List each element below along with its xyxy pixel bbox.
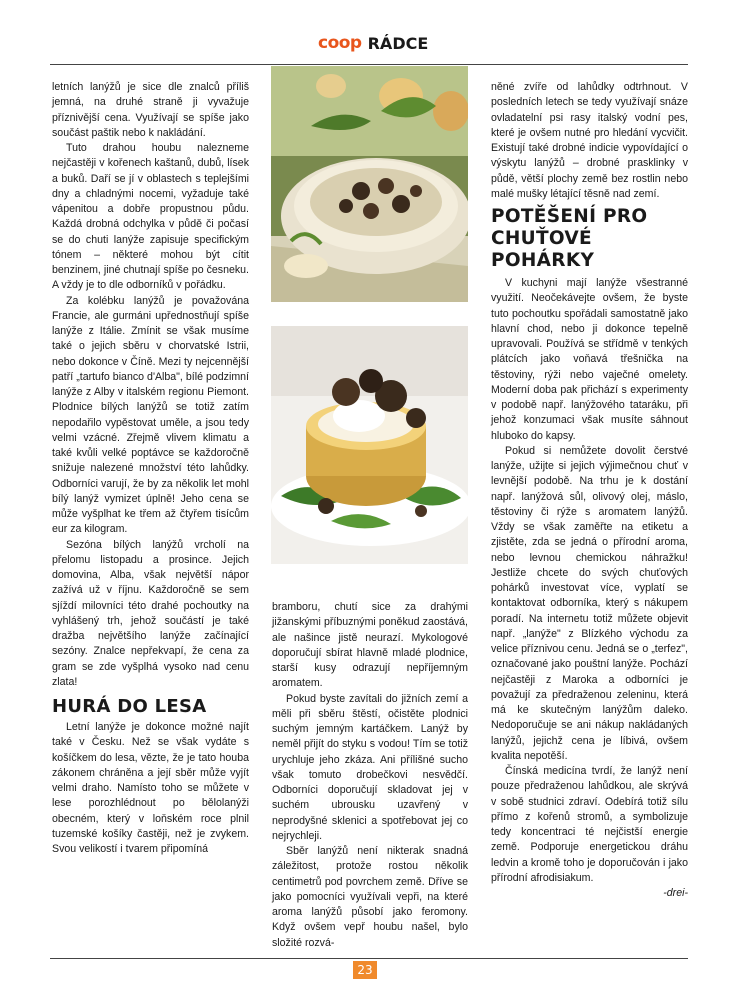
paragraph: bramboru, chutí sice za drahými jižanskými příbuznými poněkud zaostává, ale našince jistě neurazí. Mykologové doporučují sbírat hlavně mladé plodnice, starší kusy odrazují nepříjemným aromatem. xyxy=(272,601,468,690)
section-heading: POTĚŠENÍ PRO CHUŤOVÉ POHÁRKY xyxy=(491,206,648,271)
section-title: RÁDCE xyxy=(367,34,429,53)
paragraph: Pokud byste zavítali do jižních zemí a měli při sběru štěstí, očistěte plodnici suchým jemným kartáčkem. Lanýž by neměl přijít do styku s vodou! Tím se totiž urychluje jeho zkáza. Ani přílišné sucho však tomuto drobečkovi nesvědčí. Odborníci doporučují skladovat jej v suchém ubrousku uzavřený v neprodyšné sklenici a spotřebovat jej co nejrychleji. xyxy=(272,692,468,842)
coop-logo: coop xyxy=(318,33,362,53)
paragraph: Sběr lanýžů není nikterak snadná záležitost, protože rostou několik centimetrů pod povrchem země. Dříve se jako pomocníci využívali vepři, na které aroma lanýžů působí jako feromony. Když ovšem vepř houbu našel, bylo složité rozvá- xyxy=(272,845,468,949)
column-3 xyxy=(491,80,688,901)
column-2 xyxy=(272,600,468,951)
paragraph: letních lanýžů je sice dle znalců příliš jemná, na druhé straně ji vyvažuje příznivější cena. Využívají se spíše jako součást paštik nebo k nakládání. xyxy=(52,81,249,139)
paragraph: Tuto drahou houbu nalezneme nejčastěji v kořenech kaštanů, dubů, lísek a buků. Daří se jí v oblastech s teplejšími dny a chladnými nocemi, vyžaduje také vápenitou a dobře propustnou půdu. Každá drobná odchylka v půdě či počasí se do chuti lanýže zapisuje specifickým tónem – některé mohou být cítit benzinem, jiné chutnají spíše po česneku. A vždy je to dle odborníků v pořádku. xyxy=(52,142,249,292)
page-number: 23 xyxy=(353,961,377,979)
paragraph: Sezóna bílých lanýžů vrcholí na přelomu listopadu a prosince. Jejich domovina, Alba, však největší nápor zažívá už v říjnu. Každoročně se sem sjíždí milovníci této drahé pochoutky na vyhlášený trh, jehož součástí je také dražba největšího lanýže začínající sezóny. Znalce nepřekvapí, že cena za gram se zde vyšplhá vysoko nad cenu zlata! xyxy=(52,538,249,688)
section-heading: HURÁ DO LESA xyxy=(52,696,207,717)
bottom-divider xyxy=(50,958,688,959)
column-1 xyxy=(52,80,249,857)
top-divider xyxy=(50,64,688,65)
truffle-soup-photo xyxy=(271,66,468,302)
page-header xyxy=(318,34,428,53)
paragraph: Za kolébku lanýžů je považována Francie, ale gurmáni upřednostňují spíše lanýže z Itálie. Zmínit se však musíme také o jejich sběru v chorvatské Istrii, nebo dokonce v Číně. Mezi ty nejcennější patří „tartufo bianco d'Alba", bílé podzimní lanýže z Alby v italském regionu Piemont. Plodnice bílých lanýžů se totiž zatím nepodařilo vypěstovat uměle, a jsou tedy velmi vzácné. Zřejmě vlivem klimatu a také kvůli velké poptávce se každoročně snižuje nalezené množství této lahůdky. Odborníci varují, že by za několik let mohl bílý lanýž vymizet úplně! Jeho cena se může vyšplhat ke třem až čtyřem tisícům eur za kilogram. xyxy=(52,294,249,536)
paragraph: Pokud si nemůžete dovolit čerstvé lanýže, užijte si jejich výjimečnou chuť v levnější podobě. Na trhu je k dostání např. lanýžová sůl, olivový olej, máslo, těstoviny či rýže s aromatem lanýžů. Vždy se však zaměřte na etiketu a zjistěte, zda se jedná o přírodní aroma, nebo levnou chemickou náhražku! Jestliže chcete do svých chuťových pohárků investovat více, vyplatí se kontaktovat odborníka, který s nákupem poradí. Na internetu totiž můžete objevit např. „lanýže" z Blízkého východu za velice příznivou cenu. Jedná se o „terfez", označované jako pouštní lanýže. Pochází nejčastěji z Maroka a odborníci je považují za předraženou zeleninu, která má ke skutečným lanýžům daleko. Nedoporučuje se ani nákup nakládaných lanýžů, jejichž cena je líbivá, ovšem kvalita nepotěší. xyxy=(491,444,688,762)
paragraph: Čínská medicína tvrdí, že lanýž není pouze předraženou lahůdkou, ale skrývá v sobě studnici zdraví. Odebírá totiž sílu přímo z kořenů stromů, a symbolizuje tedy koncentraci té nejčistší energie země. Podporuje energetickou dráhu ledvin a kromě toho je doporučován i jako přírodní afrodisiakum. xyxy=(491,765,688,884)
paragraph: Letní lanýže je dokonce možné najít také v Česku. Než se však vydáte s košíčkem do lesa, vězte, že je tato houba zákonem chráněna a její sběr může vyjít velmi draho. Namísto toho se můžete v lese porozhlédnout po bělolanýži obecném, který v loňském roce plnil tuzemské košíky častěji, než je zvykem. Svou velikostí i tvarem připomíná xyxy=(52,721,249,855)
paragraph: V kuchyni mají lanýže všestranné využití. Neočekávejte ovšem, že byste tuto pochoutku spořádali samostatně jako hlavní chod, nebo ji dokonce tepelně upravovali. Používá se střídmě v tenkých plátcích jako voňavá třešnička na těstoviny, rýži nebo vaječné omelety. Moderní doba pak přichází s experimenty v podobě např. lanýžového tataráku, při jehož konzumaci však musíte sáhnout hluboko do kapsy. xyxy=(491,277,688,442)
paragraph: něné zvíře od lahůdky odtrhnout. V posledních letech se tedy využívají snáze ovladatelní psi rasy italský vodní pes, které je ovšem nutné pro hledání vycvičit. Existují také drobné indicie vypovídající o výskytu lanýžů – drobné prasklinky v půdě, větší plochy země bez rostlin nebo malé mušky létající těsně nad zemí. xyxy=(491,81,688,200)
author-signature: -drei- xyxy=(663,887,688,899)
truffle-dish-photo xyxy=(271,326,468,564)
